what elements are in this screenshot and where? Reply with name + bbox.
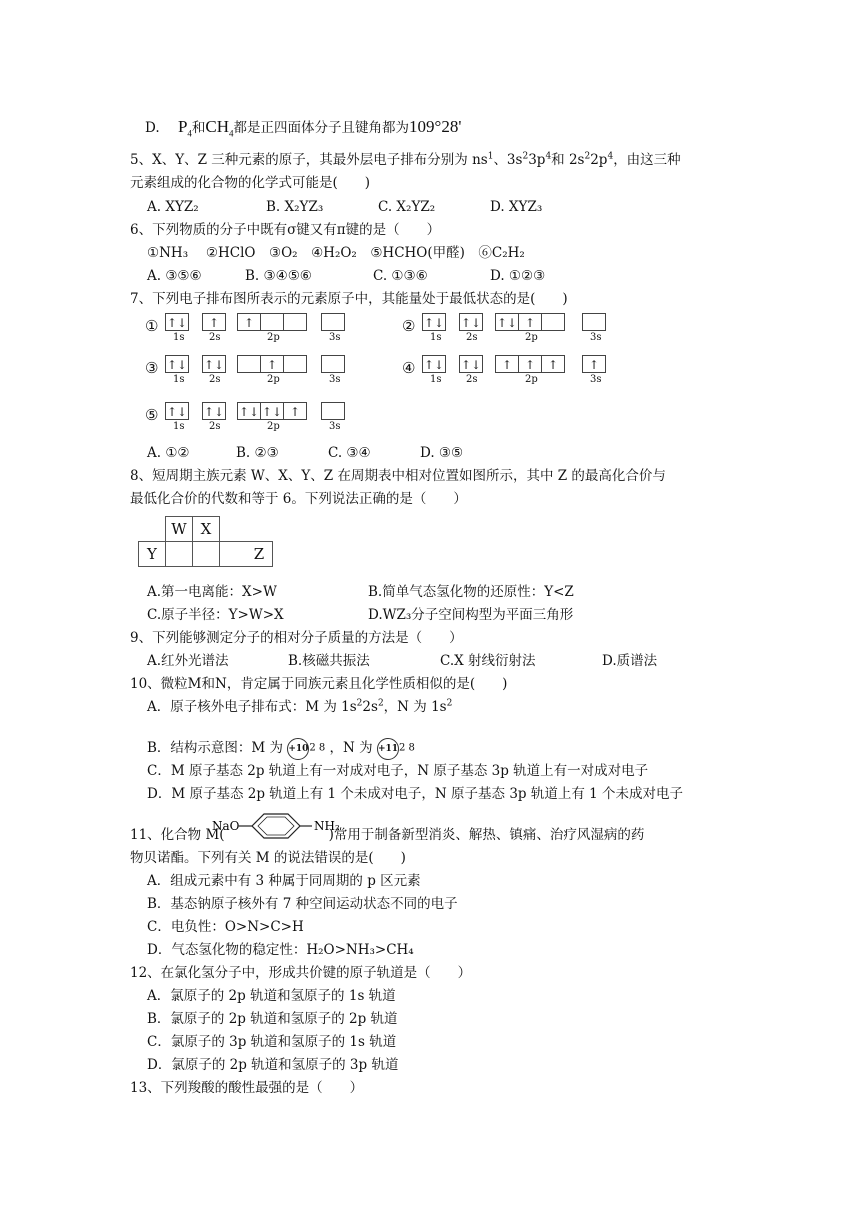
q7-option-c: C. ③④ bbox=[328, 445, 371, 461]
q8-option-b: B.简单气态氢化物的还原性：Y<Z bbox=[368, 584, 574, 600]
q12-option-c: C．氯原子的 3p 轨道和氢原子的 1s 轨道 bbox=[147, 1034, 397, 1050]
q11-option-c: C．电负性：O>N>C>H bbox=[147, 919, 304, 935]
p4-formula: $P_4$ bbox=[177, 117, 192, 139]
q8-stem-line2: 最低化合价的代数和等于 6。下列说法正确的是（ ） bbox=[130, 491, 467, 507]
structure-diagram-n: +112 8 bbox=[377, 740, 415, 756]
q10-option-a: A．原子核外电子排布式：M 为 $1s^22s^2$，N 为 $1s^2$ bbox=[147, 698, 453, 715]
q6-items: ①NH₃ ②HClO ③O₂ ④H₂O₂ ⑤HCHO(甲醛) ⑥C₂H₂ bbox=[147, 245, 525, 261]
q8-option-d: D.WZ₃分子空间构型为平面三角形 bbox=[368, 607, 574, 623]
orbital-diagram-1: ① ↑↓ ↑ ↑ 1s 2s 2p 3s bbox=[145, 313, 365, 347]
orbital-diagram-2: ② ↑↓ ↑↓ ↑↓ ↑ 1s 2s 2p 3s bbox=[402, 313, 622, 347]
q6-stem: 6、下列物质的分子中既有σ键又有π键的是（ ） bbox=[130, 222, 441, 238]
q5-stem-line2: 元素组成的化合物的化学式可能是( ) bbox=[130, 175, 371, 191]
q11-stem-line1: 11、化合物 M( )常用于制备新型消炎、解热、镇痛、治疗风湿病的药 bbox=[130, 827, 645, 843]
q11-option-a: A．组成元素中有 3 种属于同周期的 p 区元素 bbox=[147, 873, 421, 889]
bond-angle: 109°28' bbox=[409, 117, 462, 136]
q5-option-b: B. X₂YZ₃ bbox=[266, 199, 324, 215]
q7-option-d: D. ③⑤ bbox=[420, 445, 464, 461]
q6-option-b: B. ③④⑤⑥ bbox=[245, 268, 312, 284]
q12-stem: 12、在氯化氢分子中，形成共价键的原子轨道是（ ） bbox=[130, 965, 472, 981]
q10-option-c: C．M 原子基态 2p 轨道上有一对成对电子，N 原子基态 3p 轨道上有一对成对电子 bbox=[147, 763, 649, 779]
q9-option-d: D.质谱法 bbox=[602, 653, 658, 669]
q10-option-d: D．M 原子基态 2p 轨道上有 1 个未成对电子，N 原子基态 3p 轨道上有 1 个未成对电子 bbox=[147, 786, 684, 802]
orbital-diagram-3: ③ ↑↓ ↑↓ ↑ 1s 2s 2p 3s bbox=[145, 355, 365, 389]
q7-stem: 7、下列电子排布图所表示的元素原子中，其能量处于最低状态的是( ) bbox=[130, 291, 568, 307]
q11-stem-line2: 物贝诺酯。下列有关 M 的说法错误的是( ) bbox=[130, 850, 406, 866]
orbital-diagram-5: ⑤ ↑↓ ↑↓ ↑↓ ↑↓ ↑ 1s 2s 2p 3s bbox=[145, 402, 365, 436]
q10-stem: 10、微粒M和N，肯定属于同族元素且化学性质相似的是( ) bbox=[130, 676, 508, 692]
q7-option-a: A. ①② bbox=[147, 445, 190, 461]
q5-option-c: C. X₂YZ₂ bbox=[378, 199, 436, 215]
structure-diagram-m: +102 8 bbox=[287, 740, 325, 756]
q5-option-d: D. XYZ₃ bbox=[490, 199, 543, 215]
orbital-diagram-4: ④ ↑↓ ↑↓ ↑ ↑ ↑ ↑ 1s 2s 2p 3s bbox=[402, 355, 622, 389]
ch4-formula: $CH_4$ bbox=[205, 117, 234, 139]
q6-option-c: C. ①③⑥ bbox=[373, 268, 428, 284]
q6-option-a: A. ③⑤⑥ bbox=[147, 268, 202, 284]
aminophenolate-structure bbox=[212, 806, 362, 846]
q12-option-a: A．氯原子的 2p 轨道和氢原子的 1s 轨道 bbox=[147, 988, 396, 1004]
q5-stem-line1: 5、X、Y、Z 三种元素的原子，其最外层电子排布分别为 $ns^1$、$3s^23p^4$和 $2s^22p^4$，由这三种 bbox=[130, 151, 681, 168]
nh2-label: NH₂ bbox=[314, 819, 340, 833]
q12-option-b: B．氯原子的 2p 轨道和氢原子的 2p 轨道 bbox=[147, 1011, 398, 1027]
q7-option-b: B. ②③ bbox=[236, 445, 279, 461]
q11-option-b: B．基态钠原子核外有 7 种空间运动状态不同的电子 bbox=[147, 896, 458, 912]
q9-stem: 9、下列能够测定分子的相对分子质量的方法是（ ） bbox=[130, 630, 463, 646]
q6-option-d: D. ①②③ bbox=[490, 268, 546, 284]
q5-option-a: A. XYZ₂ bbox=[147, 199, 199, 215]
q8-option-a: A.第一电离能：X>W bbox=[147, 584, 277, 600]
nao-label: NaO bbox=[212, 819, 240, 833]
q4-option-d: D. $P_4$和$CH_4$都是正四面体分子且键角都为109°28' bbox=[145, 117, 462, 139]
q8-option-c: C.原子半径：Y>W>X bbox=[147, 607, 284, 623]
q9-option-c: C.X 射线衍射法 bbox=[440, 653, 536, 669]
q13-stem: 13、下列羧酸的酸性最强的是（ ） bbox=[130, 1080, 364, 1096]
q8-stem-line1: 8、短周期主族元素 W、X、Y、Z 在周期表中相对位置如图所示，其中 Z 的最高化合价与 bbox=[130, 468, 666, 484]
q9-option-a: A.红外光谱法 bbox=[147, 653, 229, 669]
q10-option-b: B．结构示意图：M 为 +102 8 ，N 为 +112 8 bbox=[147, 734, 415, 763]
q12-option-d: D．氯原子的 2p 轨道和氢原子的 3p 轨道 bbox=[147, 1057, 399, 1073]
q11-option-d: D．气态氢化物的稳定性：H₂O>NH₃>CH₄ bbox=[147, 942, 414, 958]
periodic-table-fragment: W X Y Z bbox=[138, 516, 273, 567]
q9-option-b: B.核磁共振法 bbox=[288, 653, 370, 669]
